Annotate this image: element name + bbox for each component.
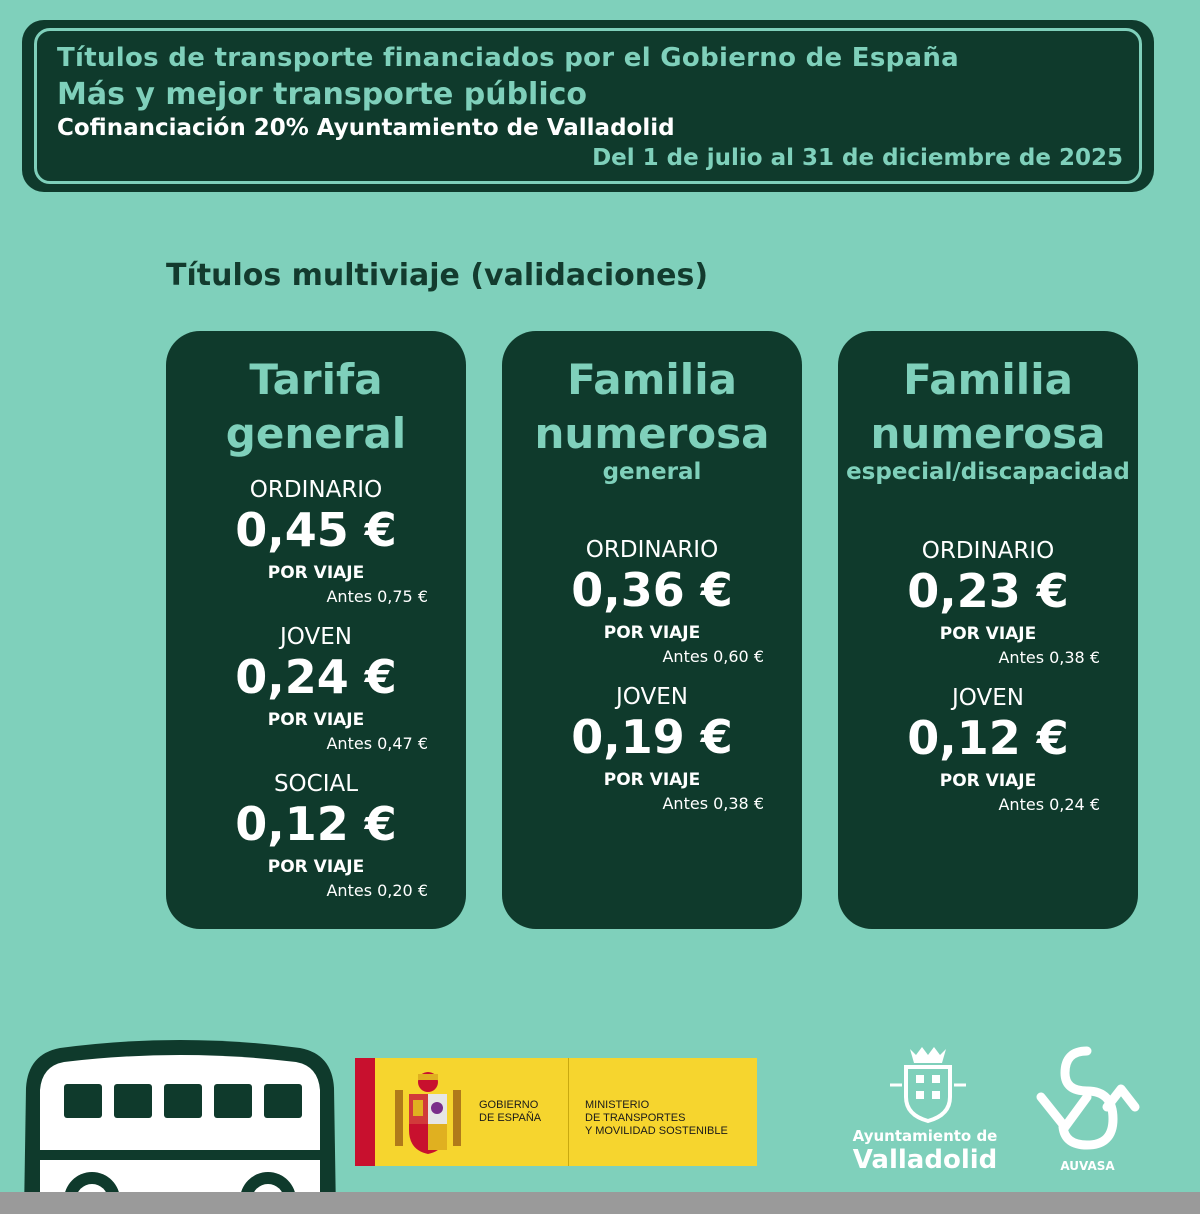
card-tarifa-general	[166, 331, 466, 929]
ministerio-line3: Y MOVILIDAD SOSTENIBLE	[585, 1125, 728, 1137]
tier-label: SOCIAL	[273, 771, 359, 797]
tier-previous-price: Antes 0,60 €	[662, 647, 764, 666]
gobierno-line2: DE ESPAÑA	[479, 1112, 542, 1124]
ministerio-line1: MINISTERIO	[585, 1099, 650, 1111]
bus-icon	[20, 1040, 340, 1214]
section-title: Títulos multiviaje (validaciones)	[166, 258, 709, 293]
tier-price: 0,19 €	[571, 710, 733, 764]
gobierno-espana-logo	[355, 1058, 757, 1166]
tier-label: ORDINARIO	[585, 537, 719, 563]
tier-label: JOVEN	[952, 685, 1024, 711]
tier-label: JOVEN	[280, 624, 352, 650]
ministerio-line2: DE TRANSPORTES	[585, 1112, 686, 1124]
tier-per-trip: POR VIAJE	[603, 770, 701, 790]
tier-per-trip: POR VIAJE	[267, 710, 365, 730]
gov-red-stripe	[355, 1058, 375, 1166]
tier-price: 0,36 €	[571, 563, 733, 617]
tier-price: 0,23 €	[907, 564, 1069, 618]
card-familia-numerosa-especial	[838, 331, 1138, 929]
tier-price: 0,45 €	[235, 503, 397, 557]
auvasa-mark-icon	[1035, 1045, 1140, 1155]
header-slogan: Más y mejor transporte público	[57, 77, 588, 112]
header-cofinancing: Cofinanciación 20% Ayuntamiento de Valladolid	[57, 115, 675, 141]
auvasa-logo	[1035, 1045, 1140, 1175]
card-subtitle: especial/discapacidad	[846, 459, 1130, 485]
tier-per-trip: POR VIAJE	[267, 563, 365, 583]
card-title-line1: Familia	[567, 355, 737, 404]
tier-price: 0,12 €	[235, 797, 397, 851]
card-title-line2: numerosa	[534, 409, 770, 458]
coat-of-arms-icon	[391, 1070, 465, 1156]
tier-previous-price: Antes 0,24 €	[998, 795, 1100, 814]
valladolid-line2: Valladolid	[852, 1145, 998, 1175]
gobierno-line1: GOBIERNO	[479, 1099, 539, 1111]
tier-previous-price: Antes 0,75 €	[326, 587, 428, 606]
tier-price: 0,12 €	[907, 711, 1069, 765]
tier-previous-price: Antes 0,47 €	[326, 734, 428, 753]
card-subtitle: general	[602, 459, 702, 485]
tier-per-trip: POR VIAJE	[939, 624, 1037, 644]
bottom-road-bar	[0, 1192, 1200, 1214]
tier-label: JOVEN	[616, 684, 688, 710]
valladolid-crest-icon	[850, 1045, 1000, 1125]
header-date-range: Del 1 de julio al 31 de diciembre de 2025	[592, 145, 1123, 171]
tier-previous-price: Antes 0,38 €	[662, 794, 764, 813]
header-banner	[22, 20, 1154, 192]
valladolid-logo	[850, 1045, 1000, 1175]
header-funding-line: Títulos de transporte financiados por el Gobierno de España	[57, 43, 960, 73]
valladolid-line1: Ayuntamiento de	[852, 1127, 998, 1145]
tier-label: ORDINARIO	[249, 477, 383, 503]
card-title-line1: Familia	[903, 355, 1073, 404]
gov-divider	[568, 1058, 569, 1166]
tier-per-trip: POR VIAJE	[939, 771, 1037, 791]
auvasa-name: AUVASA	[1060, 1159, 1115, 1173]
card-title-line1: Tarifa	[249, 355, 383, 404]
tier-label: ORDINARIO	[921, 538, 1055, 564]
card-familia-numerosa-general	[502, 331, 802, 929]
card-title-line2: numerosa	[870, 409, 1106, 458]
tier-per-trip: POR VIAJE	[603, 623, 701, 643]
tier-price: 0,24 €	[235, 650, 397, 704]
header-inner-frame	[34, 28, 1142, 184]
tier-previous-price: Antes 0,20 €	[326, 881, 428, 900]
tier-previous-price: Antes 0,38 €	[998, 648, 1100, 667]
tier-per-trip: POR VIAJE	[267, 857, 365, 877]
card-title-line2: general	[225, 409, 407, 458]
